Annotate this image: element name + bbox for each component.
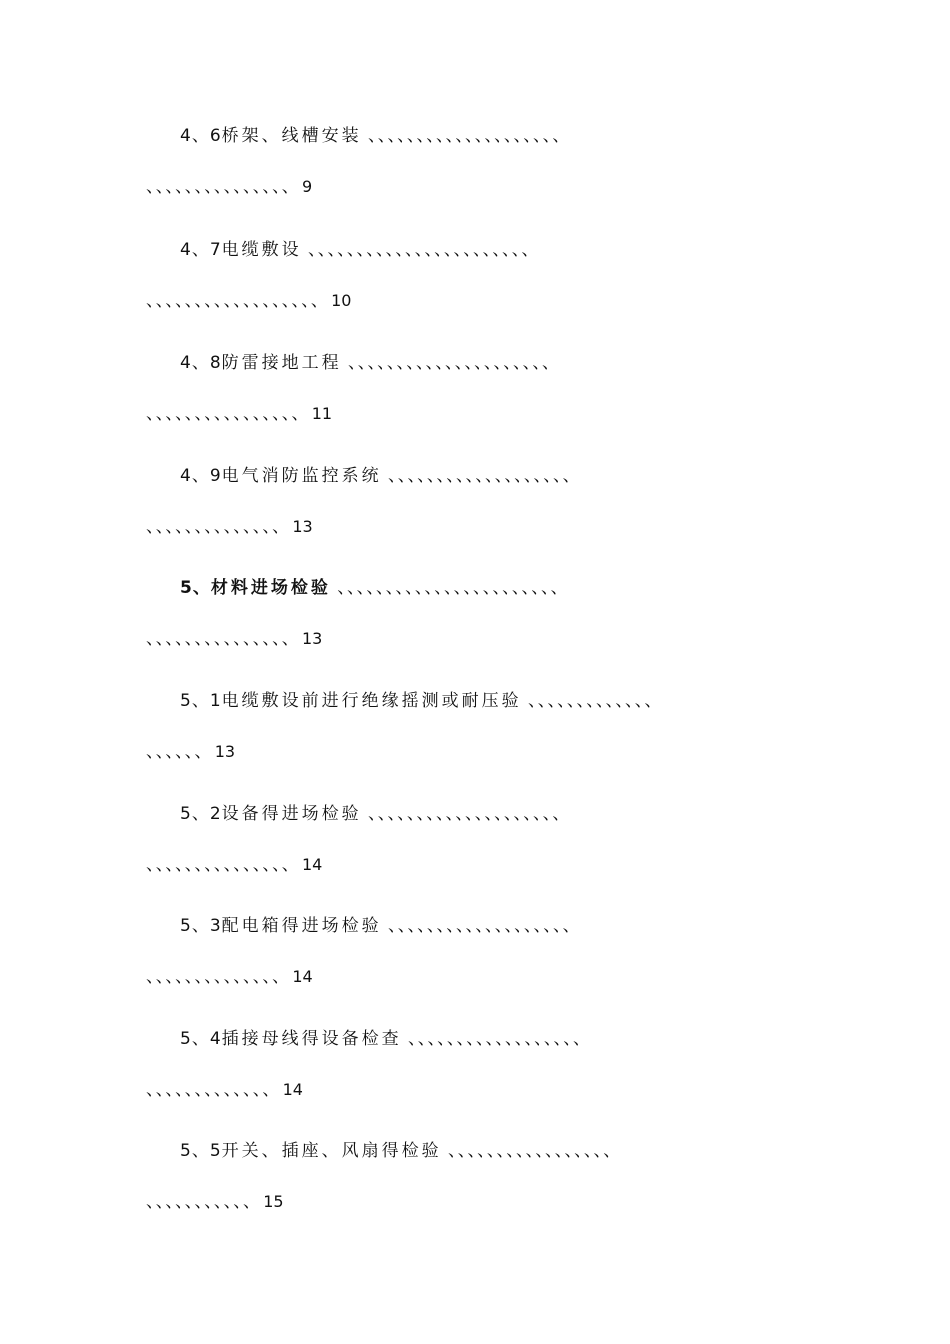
toc-entry-section[interactable] — [0, 574, 950, 686]
toc-entry[interactable] — [0, 800, 950, 912]
toc-entry-heading-line — [180, 800, 571, 828]
toc-entry[interactable] — [0, 236, 950, 348]
toc-entry-title: 材料进场检验 — [210, 578, 331, 598]
toc-entry[interactable] — [0, 1137, 950, 1249]
toc-entry-title: 桥架、线槽安装 — [221, 126, 362, 146]
toc-entry-page-line — [146, 625, 322, 653]
toc-entry[interactable] — [0, 912, 950, 1024]
toc-entry-title: 防雷接地工程 — [221, 353, 342, 373]
toc-entry-heading-line — [180, 687, 663, 715]
toc-entry-heading-line — [180, 574, 569, 602]
toc-entry-number: 5、1 — [180, 691, 222, 711]
toc-leader-dots: 、、、、、、、、、、、、、、、、、、、、、、、 — [337, 578, 569, 598]
toc-page-number: 14 — [292, 967, 313, 986]
toc-entry-heading-line — [180, 462, 581, 490]
toc-entry[interactable] — [0, 462, 950, 574]
toc-entry-heading-line — [180, 349, 560, 377]
toc-leader-dots: 、、、、、、、、、、、、、、、、、、、、、、、 — [308, 240, 540, 260]
toc-leader-dots: 、、、、、、、、、、、、、、、、、、、、、 — [348, 353, 561, 373]
toc-entry-title: 开关、插座、风扇得检验 — [221, 1141, 442, 1161]
toc-entry-title: 电气消防监控系统 — [221, 466, 382, 486]
toc-entry-number: 5、5 — [180, 1141, 222, 1161]
toc-entry-page-line — [146, 738, 235, 766]
toc-leader-dots: 、、、、、、、、、、、 — [146, 1192, 262, 1212]
toc-leader-dots: 、、、、、、、、、、、、、、、、、、、 — [388, 916, 581, 936]
toc-entry-number: 4、9 — [180, 466, 222, 486]
toc-entry-number: 4、6 — [180, 126, 222, 146]
toc-entry-page-line — [146, 851, 322, 879]
toc-leader-dots: 、、、、、、、、、、、、、、 — [146, 517, 291, 537]
toc-entry-title: 插接母线得设备检查 — [221, 1029, 402, 1049]
toc-page-number: 15 — [263, 1192, 284, 1211]
toc-entry-number: 4、8 — [180, 353, 222, 373]
toc-entry-heading-line — [180, 236, 540, 264]
toc-leader-dots: 、、、、、、、、、、、、、、、、、、 — [146, 291, 330, 311]
toc-page-number: 13 — [214, 742, 236, 761]
toc-entry-number: 5、3 — [180, 916, 222, 936]
toc-entry-page-line — [146, 1076, 303, 1104]
toc-page-number: 11 — [311, 404, 333, 423]
toc-entry-page-line — [146, 513, 313, 541]
toc-leader-dots: 、、、、、、、、、、、、、、、、、、、 — [388, 466, 581, 486]
toc-entry-title: 设备得进场检验 — [221, 804, 362, 824]
toc-entry[interactable] — [0, 349, 950, 461]
toc-page-number: 14 — [282, 1080, 303, 1099]
toc-entry-heading-line — [180, 1137, 621, 1165]
toc-entry[interactable] — [0, 687, 950, 799]
toc-page-number: 9 — [302, 177, 313, 196]
toc-page-number: 13 — [292, 517, 313, 536]
toc-entry-page-line — [146, 173, 312, 201]
toc-page-number: 14 — [302, 855, 323, 874]
toc-leader-dots: 、、、、、、、、、、、、、、、 — [146, 855, 300, 875]
toc-entry-number: 5、 — [180, 578, 211, 598]
toc-leader-dots: 、、、、、、、、、、、、、 — [146, 1080, 281, 1100]
toc-leader-dots: 、、、、、、、、、、、、、、、 — [146, 629, 300, 649]
toc-entry-page-line — [146, 963, 313, 991]
toc-leader-dots: 、、、、、、、、、、、、、 — [528, 691, 663, 711]
toc-entry-title: 电缆敷设前进行绝缘摇测或耐压验 — [221, 691, 522, 711]
toc-entry-heading-line — [180, 1025, 591, 1053]
toc-entry-heading-line — [180, 122, 571, 150]
toc-leader-dots: 、、、、、、、、、、、、、、、、、 — [448, 1141, 622, 1161]
toc-entry[interactable] — [0, 122, 950, 234]
toc-entry-title: 配电箱得进场检验 — [221, 916, 382, 936]
toc-entry-number: 4、7 — [180, 240, 222, 260]
toc-entry-page-line — [146, 287, 351, 315]
toc-entry-heading-line — [180, 912, 581, 940]
toc-entry-number: 5、4 — [180, 1029, 222, 1049]
toc-leader-dots: 、、、、、、、、、、、、、、、、 — [146, 404, 310, 424]
toc-page-number: 13 — [302, 629, 323, 648]
toc-entry-number: 5、2 — [180, 804, 222, 824]
toc-entry-page-line — [146, 1188, 284, 1216]
toc-leader-dots: 、、、、、、、、、、、、、、、、、、 — [408, 1029, 592, 1049]
toc-page-number: 10 — [331, 291, 352, 310]
toc-entry[interactable] — [0, 1025, 950, 1137]
toc-entry-title: 电缆敷设 — [221, 240, 302, 260]
toc-leader-dots: 、、、、、、、、、、、、、、、、、、、、 — [368, 804, 571, 824]
toc-entry-page-line — [146, 400, 332, 428]
toc-leader-dots: 、、、、、、、、、、、、、、、 — [146, 177, 300, 197]
toc-leader-dots: 、、、、、、、、、、、、、、、、、、、、 — [368, 126, 571, 146]
toc-leader-dots: 、、、、、、、、、、、、、、 — [146, 967, 291, 987]
toc-leader-dots: 、、、、、、 — [146, 742, 213, 762]
